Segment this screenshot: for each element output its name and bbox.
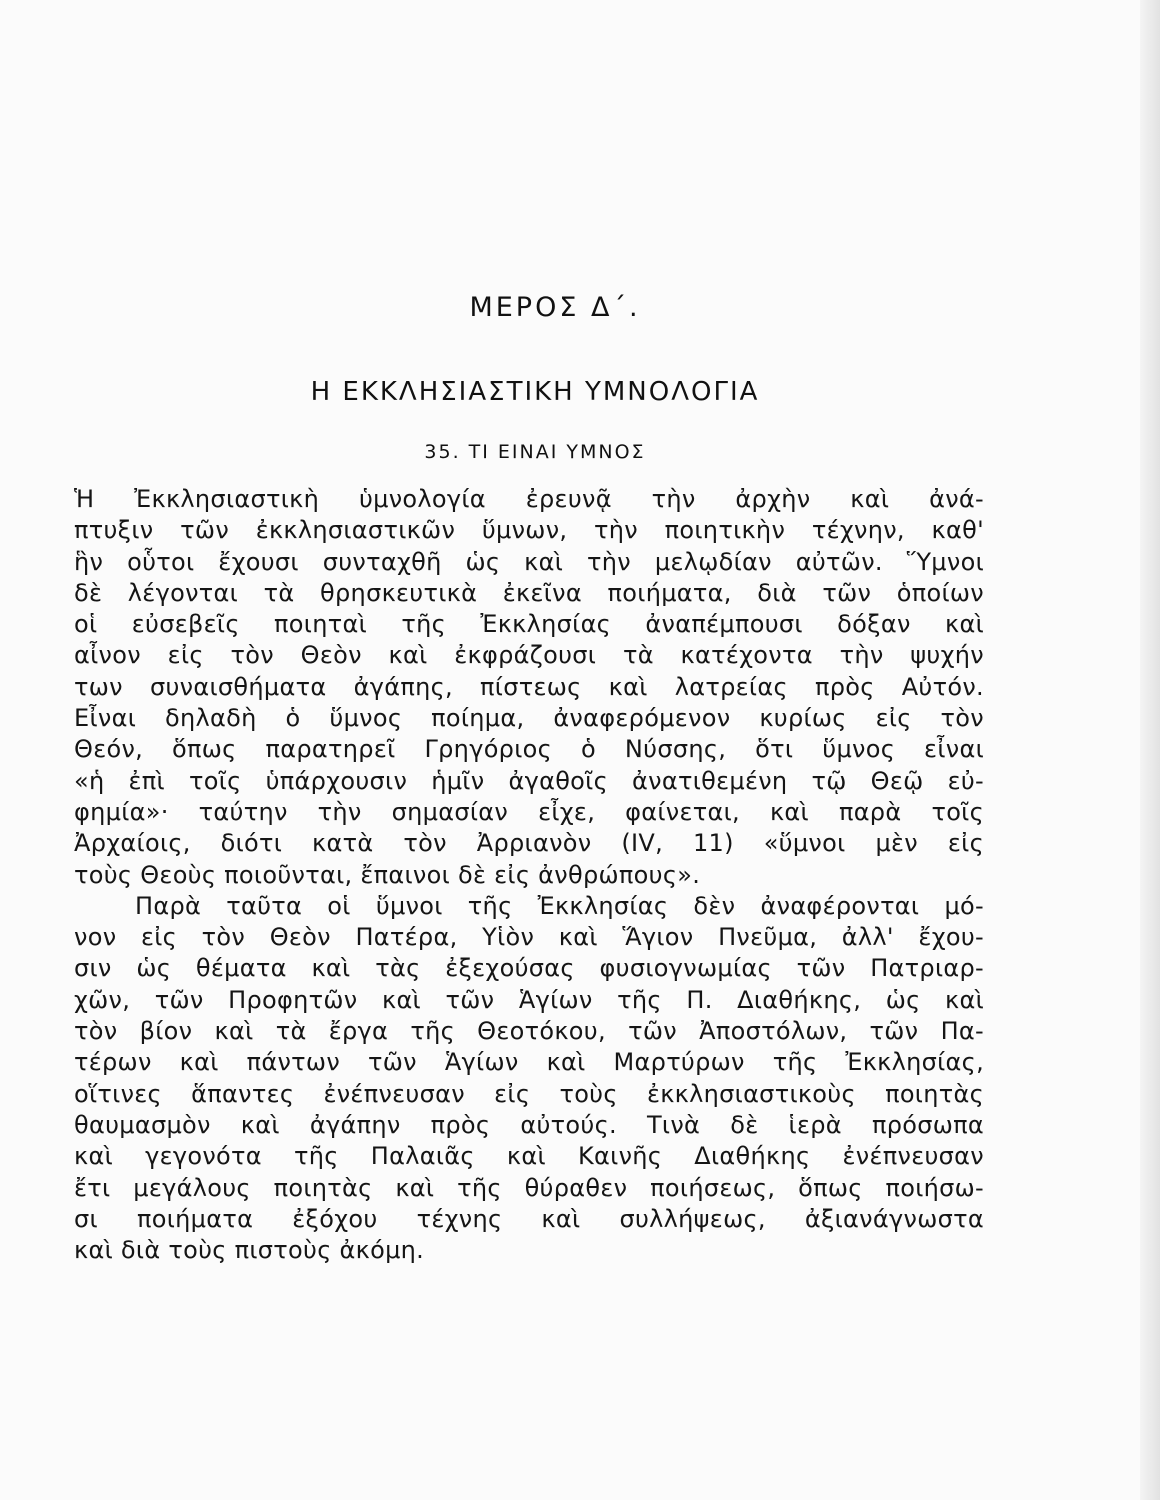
page-edge-shadow — [1140, 0, 1160, 1500]
paragraph-2 — [74, 891, 984, 1267]
text-line: Θεόν, ὅπως παρατηρεῖ Γρηγόριος ὁ Νύσσης, ὅτι ὕμνος εἶναι — [74, 735, 984, 764]
text-line: Ἀρχαίοις, διότι κατὰ τὸν Ἀρριανὸν (IV, 11) «ὕμνοι μὲν εἰς — [74, 829, 984, 858]
text-line: των συναισθήματα ἀγάπης, πίστεως καὶ λατρείας πρὸς Αὐτόν. — [74, 672, 984, 701]
text-line: καὶ γεγονότα τῆς Παλαιᾶς καὶ Καινῆς Διαθήκης ἐνέπνευσαν — [74, 1142, 984, 1171]
text-line: Ἡ Ἐκκλησιαστικὴ ὑμνολογία ἐρευνᾷ τὴν ἀρχὴν καὶ ἀνά- — [74, 485, 984, 513]
text-line: αἶνον εἰς τὸν Θεὸν καὶ ἐκφράζουσι τὰ κατέχοντα τὴν ψυχήν — [74, 641, 984, 670]
text-line: Παρὰ ταῦτα οἱ ὕμνοι τῆς Ἐκκλησίας δὲν ἀναφέρονται μό- — [135, 891, 984, 920]
text-line: οἱ εὐσεβεῖς ποιηταὶ τῆς Ἐκκλησίας ἀναπέμπουσι δόξαν καὶ — [74, 610, 984, 639]
paragraph-1 — [74, 484, 984, 891]
text-line: σιν ὡς θέματα καὶ τὰς ἐξεχούσας φυσιογνωμίας τῶν Πατριαρ- — [74, 954, 984, 983]
text-line: σι ποιήματα ἐξόχου τέχνης καὶ συλλήψεως, ἀξιανάγνωστα — [74, 1204, 984, 1233]
part-title: ΜΕΡΟΣ Δ΄. — [469, 292, 641, 323]
body-text — [74, 484, 984, 1266]
text-line: καὶ διὰ τοὺς πιστοὺς ἀκόμη. — [74, 1236, 425, 1265]
text-line: Εἶναι δηλαδὴ ὁ ὕμνος ποίημα, ἀναφερόμενον κυρίως εἰς τὸν — [74, 704, 984, 733]
text-line: ἔτι μεγάλους ποιητὰς καὶ τῆς θύραθεν ποιήσεως, ὅπως ποιήσω- — [74, 1173, 984, 1202]
chapter-title: Η ΕΚΚΛΗΣΙΑΣΤΙΚΗ ΥΜΝΟΛΟΓΙΑ — [310, 377, 760, 407]
text-line: χῶν, τῶν Προφητῶν καὶ τῶν Ἁγίων τῆς Π. Διαθήκης, ὡς καὶ — [74, 985, 984, 1014]
text-line: φημία»· ταύτην τὴν σημασίαν εἶχε, φαίνεται, καὶ παρὰ τοῖς — [74, 797, 984, 826]
text-line: «ἡ ἐπὶ τοῖς ὑπάρχουσιν ἡμῖν ἀγαθοῖς ἀνατιθεμένη τῷ Θεῷ εὐ- — [74, 766, 984, 795]
text-line: τέρων καὶ πάντων τῶν Ἁγίων καὶ Μαρτύρων τῆς Ἐκκλησίας, — [74, 1048, 984, 1077]
text-line: θαυμασμὸν καὶ ἀγάπην πρὸς αὐτούς. Τινὰ δὲ ἱερὰ πρόσωπα — [74, 1110, 984, 1139]
text-line: τοὺς Θεοὺς ποιοῦνται, ἔπαινοι δὲ εἰς ἀνθρώπους». — [74, 860, 701, 889]
text-line: πτυξιν τῶν ἐκκλησιαστικῶν ὕμνων, τὴν ποιητικὴν τέχνην, καθ' — [74, 516, 984, 545]
text-line: ἣν οὗτοι ἔχουσι συνταχθῆ ὡς καὶ τὴν μελῳδίαν αὐτῶν. Ὕμνοι — [74, 547, 984, 576]
section-title: 35. ΤΙ ΕΙΝΑΙ ΥΜΝΟΣ — [424, 441, 646, 463]
text-line: νον εἰς τὸν Θεὸν Πατέρα, Υἱὸν καὶ Ἅγιον Πνεῦμα, ἀλλ' ἔχου- — [74, 923, 984, 952]
text-line: δὲ λέγονται τὰ θρησκευτικὰ ἐκεῖνα ποιήματα, διὰ τῶν ὁποίων — [74, 578, 984, 607]
text-line: οἵτινες ἅπαντες ἐνέπνευσαν εἰς τοὺς ἐκκλησιαστικοὺς ποιητὰς — [74, 1079, 984, 1108]
text-line: τὸν βίον καὶ τὰ ἔργα τῆς Θεοτόκου, τῶν Ἀποστόλων, τῶν Πα- — [74, 1017, 984, 1046]
